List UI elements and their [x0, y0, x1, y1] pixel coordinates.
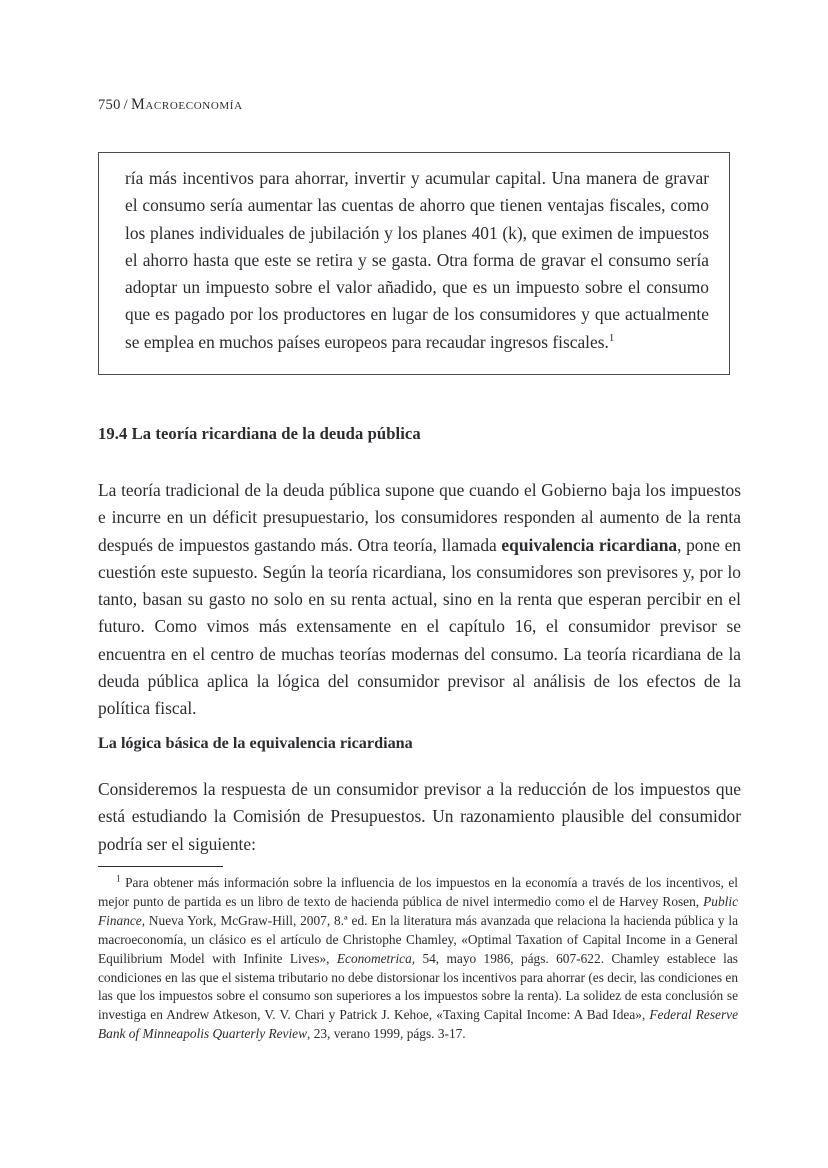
footnote-text-part-4: , 23, verano 1999, págs. 3-17.	[307, 1026, 466, 1042]
running-head	[98, 96, 243, 114]
footnote-text-part-3: , 54, mayo 1986, págs. 607-622. Chamley establece las condiciones en las que el sistema tributario no debe distorsionar los incentivos para ahorrar (es decir, las condiciones en las que los impuestos sobre el consumo son superiores a los impuestos sobre la renta). La solidez de esta conclusión se investiga en Andrew Atkeson, V. V. Chari y Patrick J. Kehoe, «Taxing Capital Income: A Bad Idea»,	[98, 950, 738, 1023]
running-head-book-title: Macroeconomía	[130, 96, 243, 113]
subsection-paragraph: Consideremos la respuesta de un consumidor previsor a la reducción de los impuestos que está estudiando la Comisión de Presupuestos. Un razonamiento plausible del consumidor podría ser el siguiente:	[98, 779, 741, 854]
boxed-excerpt-text	[125, 165, 709, 356]
boxed-excerpt	[98, 152, 730, 375]
key-term-equivalencia-ricardiana: equivalencia ricardiana	[501, 534, 678, 555]
footnote-block	[98, 874, 738, 1044]
paragraph-1-text-before-term: La teoría tradicional de la deuda pública supone que cuando el Gobierno baja los impuestos e incurre en un déficit presupuestario, los consumidores responden al aumento de la renta después de impuestos gastando más. Otra teoría, llamada	[98, 480, 741, 555]
running-head-separator: /	[123, 97, 128, 113]
footnote-citation-public-finance: Public Finance	[98, 893, 738, 928]
footnote-separator-rule	[98, 866, 223, 867]
footnote-number: 1	[116, 874, 121, 885]
footnote-citation-econometrica: Econometrica	[336, 950, 412, 966]
boxed-excerpt-body: ría más incentivos para ahorrar, invertir y acumular capital. Una manera de gravar el consumo sería aumentar las cuentas de ahorro que tienen ventajas fiscales, como los planes individuales de jubilación y los planes 401 (k), que eximen de impuestos el ahorro hasta que este se retira y se gasta. Otra forma de gravar el consumo sería adoptar un impuesto sobre el valor añadido, que es un impuesto sobre el consumo que es pagado por los productores en lugar de los consumidores y que actualmente se emplea en muchos países europeos para recaudar ingresos fiscales.	[125, 168, 709, 352]
section-heading-19-4: 19.4 La teoría ricardiana de la deuda pública	[98, 424, 421, 443]
subsection-heading: La lógica básica de la equivalencia ricardiana	[98, 734, 413, 752]
paragraph-1-text-after-term: , pone en cuestión este supuesto. Según la teoría ricardiana, los consumidores son previsores y, por lo tanto, basan su gasto no solo en su renta actual, sino en la renta que esperan percibir en el futuro. Como vimos más extensamente en el capítulo 16, el consumidor previsor se encuentra en el centro de muchas teorías modernas del consumo. La teoría ricardiana de la deuda pública aplica la lógica del consumidor previsor al análisis de los efectos de la política fiscal.	[98, 534, 741, 719]
page-folio-number: 750	[98, 97, 121, 113]
section-paragraph-1	[98, 477, 741, 723]
footnote-text-part-2: , Nueva York, McGraw-Hill, 2007, 8.ª ed. En la literatura más avanzada que relaciona la hacienda pública y la macroeconomía, un clásico es el artículo de Christophe Chamley, «Optimal Taxation of Capital Income in a General Equilibrium Model with Infinite Lives»,	[98, 912, 738, 966]
footnote-reference-marker: 1	[608, 331, 615, 344]
footnote-text-part-1: Para obtener más información sobre la influencia de los impuestos en la economía a través de los incentivos, el mejor punto de partida es un libro de texto de hacienda pública de nivel intermedio como el de Harvey Rosen,	[98, 875, 738, 909]
footnote-citation-minneapolis-review: Federal Reserve Bank of Minneapolis Quarterly Review	[98, 1007, 738, 1042]
